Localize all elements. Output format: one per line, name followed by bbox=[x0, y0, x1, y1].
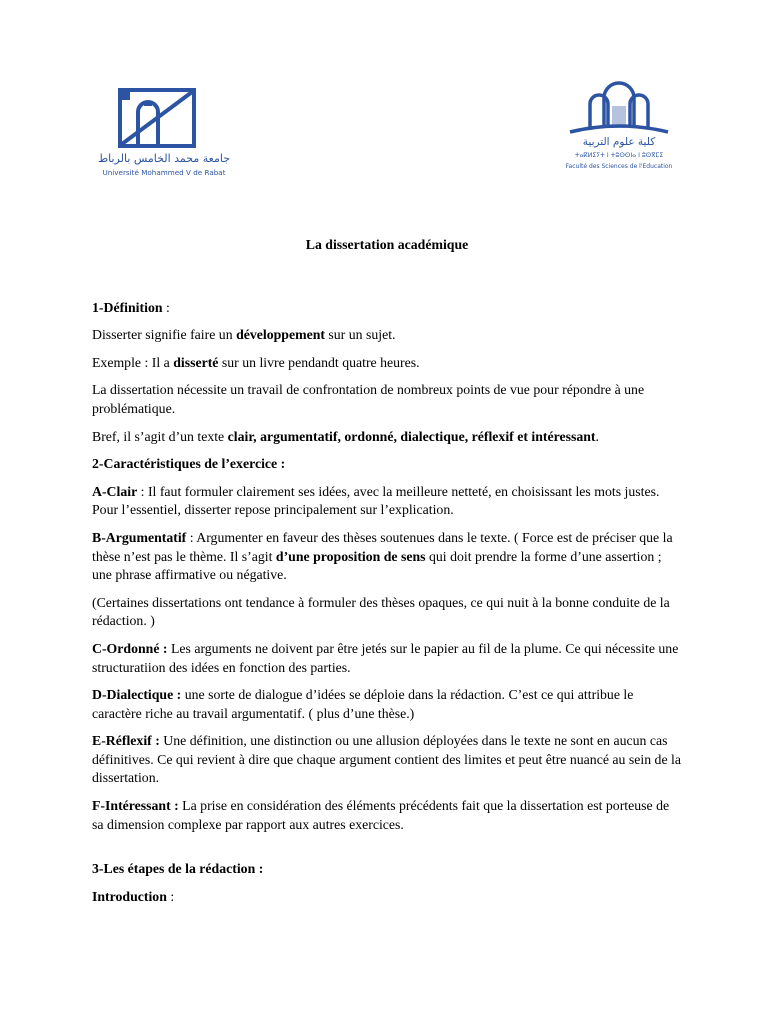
paragraph: Disserter signifie faire un développement sur un sujet. bbox=[92, 327, 396, 343]
faculty-french-name: Faculté des Sciences de l'Education bbox=[565, 163, 673, 170]
faculty-tifinagh-name: ⵜⴰⴽⵍⵉⵢⵜ ⵏ ⵜⵓⵙⵙⵏⴰ ⵏ ⵓⵙⴳⵎⵉ bbox=[574, 152, 664, 159]
paragraph: La dissertation nécessite un travail de confrontation de nombreux points de vue pour répondre à une problématique. bbox=[92, 382, 645, 416]
university-mohammed-v-logo bbox=[97, 84, 231, 180]
university-arabic-name: جامعة محمد الخامس بالرباط bbox=[97, 152, 231, 165]
document-body bbox=[92, 236, 682, 915]
section-2-heading: 2-Caractéristiques de l’exercice : bbox=[92, 456, 286, 472]
paragraph: Bref, il s’agit d’un texte clair, argumentatif, ordonné, dialectique, réflexif et intéressant. bbox=[92, 428, 599, 444]
faculty-arabic-name: كلية علوم التربية bbox=[582, 136, 656, 148]
characteristic-dialectique: D-Dialectique : une sorte de dialogue d’idées se déploie dans la rédaction. C’est ce qui attribue le caractère riche au travail argumentatif. ( plus d’une thèse.) bbox=[92, 687, 634, 721]
characteristic-interessant: F-Intéressant : La prise en considération des éléments précédents fait que la dissertation est porteuse de sa dimension complexe par rapport aux autres exercices. bbox=[92, 798, 670, 832]
document-title: La dissertation académique bbox=[305, 237, 469, 252]
characteristic-reflexif: E-Réflexif : Une définition, une distinction ou une allusion déployées dans le texte ne sont en aucun cas définitives. Ce qui revient à dire que chaque argument contient des limites et peut être nuancé au sein de la dissertation. bbox=[92, 733, 681, 786]
university-french-name: Université Mohammed V de Rabat bbox=[102, 168, 226, 177]
section-1-heading: 1-Définition : bbox=[92, 299, 170, 315]
section-3-heading: 3-Les étapes de la rédaction : bbox=[92, 861, 264, 877]
characteristic-ordonne: C-Ordonné : Les arguments ne doivent par être jetés sur le papier au fil de la plume. Ce qui nécessite une structuratiion des idées en fonction des parties. bbox=[92, 640, 679, 675]
characteristic-argumentatif: B-Argumentatif : Argumenter en faveur des thèses soutenues dans le texte. ( Force est de préciser que la thèse n’est pas le thème. Il s’agit d’une proposition de sens qui doit prendre la forme d’une assertion ; une phrase affirmative ou négative. bbox=[92, 529, 673, 583]
paragraph: Exemple : Il a disserté sur un livre pendandt quatre heures. bbox=[92, 354, 420, 370]
faculty-education-logo bbox=[560, 84, 678, 176]
characteristic-clair: A-Clair : Il faut formuler clairement ses idées, avec la meilleure netteté, en choisissant les mots justes. Pour l’essentiel, disserter repose principalement sur l’explication. bbox=[92, 483, 660, 518]
paragraph-note: (Certaines dissertations ont tendance à formuler des thèses opaques, ce qui nuit à la bonne conduite de la rédaction. ) bbox=[92, 594, 670, 629]
introduction-heading: Introduction : bbox=[92, 888, 175, 904]
